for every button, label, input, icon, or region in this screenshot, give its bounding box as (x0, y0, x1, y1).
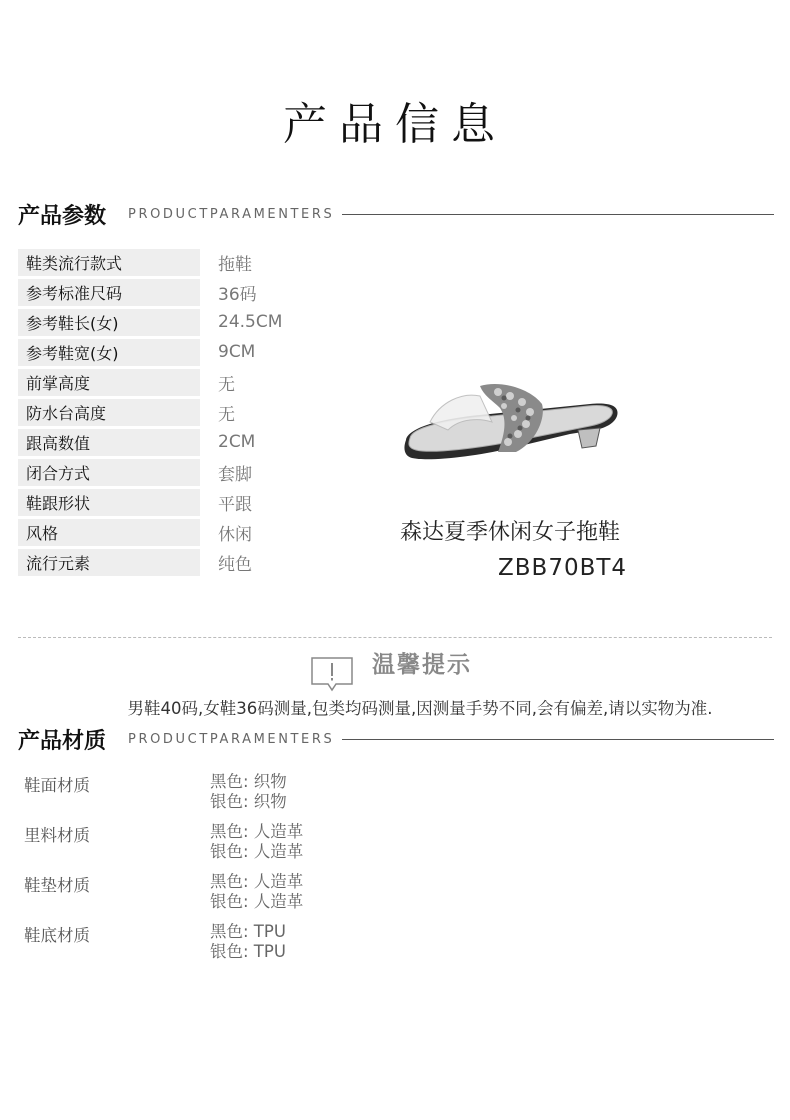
material-value: 银色: 织物 (210, 792, 287, 811)
param-label: 鞋跟形状 (18, 489, 200, 516)
page-title: 产品信息 (283, 99, 507, 150)
params-section-title: 产品参数 (18, 203, 107, 229)
material-row (24, 772, 424, 822)
material-row (24, 822, 424, 872)
material-value: 黑色: 人造革 (210, 872, 304, 891)
product-code: ZBB70BT4 (498, 555, 628, 581)
param-value: 无 (218, 404, 235, 425)
param-value: 无 (218, 374, 235, 395)
param-label: 风格 (18, 519, 200, 546)
material-value: 银色: 人造革 (210, 842, 304, 861)
param-label: 跟高数值 (18, 429, 200, 456)
param-value: 2CM (218, 432, 256, 452)
param-label: 鞋类流行款式 (18, 249, 200, 276)
param-row (18, 457, 318, 487)
material-value: 银色: TPU (210, 942, 286, 961)
param-label: 参考鞋宽(女) (18, 339, 200, 366)
material-value: 银色: 人造革 (210, 892, 304, 911)
product-name: 森达夏季休闲女子拖鞋 (400, 520, 621, 545)
materials-section-rule (342, 739, 774, 740)
param-value: 套脚 (218, 464, 252, 485)
param-label: 前掌高度 (18, 369, 200, 396)
params-section-header (18, 199, 774, 229)
param-value: 拖鞋 (218, 254, 252, 275)
param-label: 闭合方式 (18, 459, 200, 486)
param-value: 24.5CM (218, 312, 283, 332)
param-row (18, 307, 318, 337)
material-row (24, 872, 424, 922)
tip-title: 温馨提示 (372, 652, 472, 678)
tip-text: 男鞋40码,女鞋36码测量,包类均码测量,因测量手势不同,会有偏差,请以实物为准. (127, 699, 713, 718)
material-value: 黑色: 人造革 (210, 822, 304, 841)
param-row (18, 247, 318, 277)
params-section-rule (342, 214, 774, 215)
material-label: 鞋垫材质 (24, 876, 90, 895)
product-image (400, 378, 624, 472)
param-label: 流行元素 (18, 549, 200, 576)
material-label: 鞋底材质 (24, 926, 90, 945)
param-row (18, 517, 318, 547)
material-label: 鞋面材质 (24, 776, 90, 795)
param-value: 36码 (218, 284, 257, 305)
param-value: 9CM (218, 342, 256, 362)
param-value: 平跟 (218, 494, 252, 515)
material-value: 黑色: 织物 (210, 772, 287, 791)
material-label: 里料材质 (24, 826, 90, 845)
material-row (24, 922, 424, 972)
param-value: 纯色 (218, 554, 252, 575)
param-row (18, 487, 318, 517)
param-row (18, 547, 318, 577)
material-value: 黑色: TPU (210, 922, 286, 941)
materials-section-header (18, 724, 774, 754)
param-label: 防水台高度 (18, 399, 200, 426)
exclamation-speech-bubble-icon (310, 656, 354, 696)
params-table (18, 247, 318, 577)
materials-section-title: 产品材质 (18, 728, 107, 754)
dashed-divider (18, 637, 772, 638)
params-section-subtitle: PRODUCTPARAMENTERS (128, 206, 335, 222)
param-row (18, 337, 318, 367)
param-row (18, 367, 318, 397)
materials-list (24, 772, 424, 972)
param-row (18, 277, 318, 307)
param-value: 休闲 (218, 524, 252, 545)
param-label: 参考标准尺码 (18, 279, 200, 306)
param-label: 参考鞋长(女) (18, 309, 200, 336)
materials-section-subtitle: PRODUCTPARAMENTERS (128, 731, 335, 747)
param-row (18, 397, 318, 427)
param-row (18, 427, 318, 457)
